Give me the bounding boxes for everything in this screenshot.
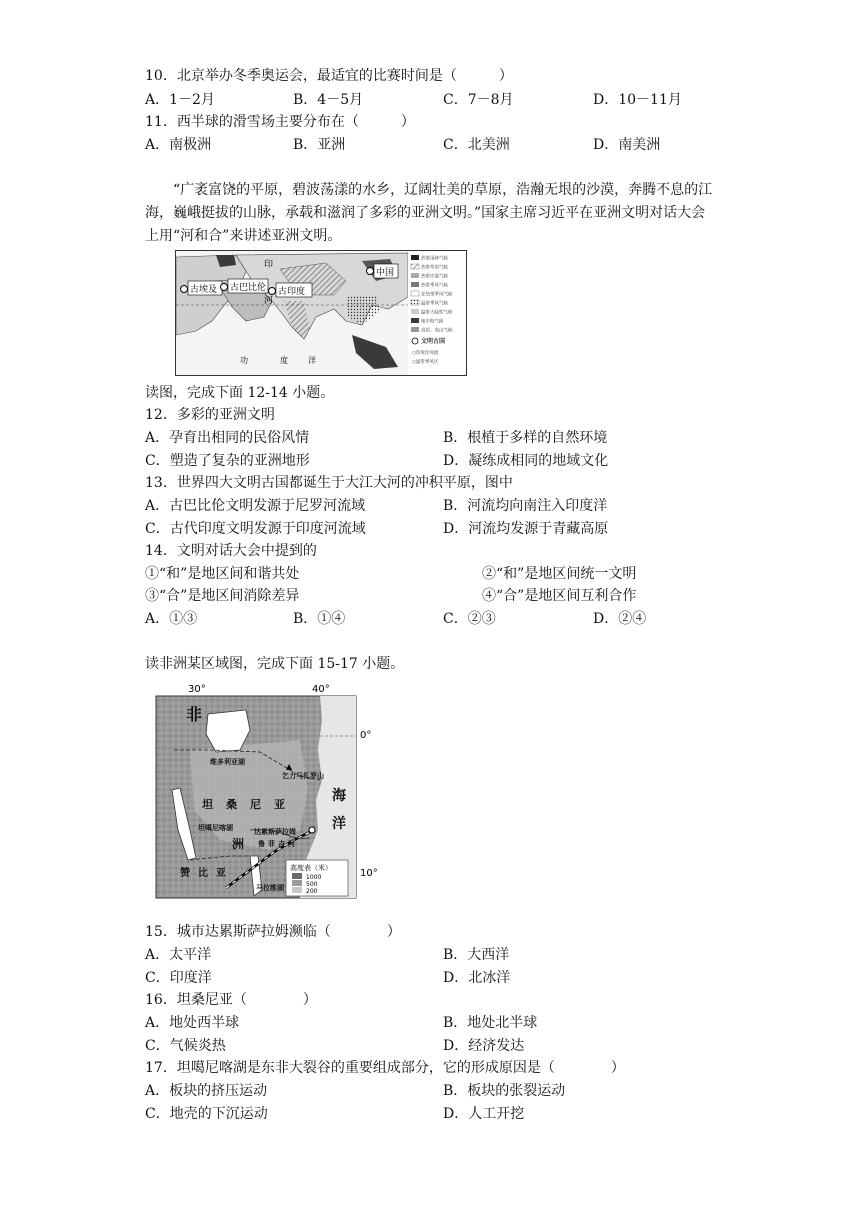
q14-option-a: A．①③ [145, 611, 198, 627]
dar-es-salaam-marker [309, 827, 315, 833]
legend-1: 热带雨林气候 [421, 256, 448, 262]
label-he: 河 [264, 296, 274, 306]
q15-option-c: C．印度洋 [145, 970, 212, 986]
q13-option-d: D．河流均发源于青藏高原 [443, 521, 609, 537]
q10-option-c: C．7－8月 [443, 92, 514, 108]
q11-option-c: C．北美洲 [443, 137, 510, 153]
q14-statement-1: ①“和”是地区间和谐共处 [145, 566, 300, 582]
label-egypt: 古埃及 [190, 285, 218, 295]
label-lake-victoria: 维多利亚湖 [210, 758, 245, 766]
q15-option-a: A．太平洋 [145, 947, 212, 963]
q16-option-b: B．地处北半球 [443, 1015, 538, 1031]
q14-stem: 14．文明对话大会中提到的 [145, 543, 317, 559]
legend-7: 温带大陆性气候 [421, 310, 453, 316]
label-ji: 吉 [278, 840, 285, 848]
q11-option-b: B．亚洲 [293, 137, 346, 153]
q17-option-c: C．地壳的下沉运动 [145, 1106, 268, 1122]
lon-label-30: 30° [188, 684, 206, 695]
asia-map-graphic [176, 251, 466, 375]
q14-option-d: D．②④ [593, 611, 647, 627]
q16-option-d: D．经济发达 [443, 1038, 525, 1054]
q16-option-c: C．气候炎热 [145, 1038, 226, 1054]
label-zhou: 洲 [232, 837, 245, 851]
q17-option-a: A．板块的挤压运动 [145, 1083, 268, 1099]
q12-option-d: D．凝练成相同的地域文化 [443, 453, 609, 469]
legend-12: ○温带季风区 [412, 360, 439, 365]
q13-option-b: B．河流均向南注入印度洋 [443, 498, 608, 514]
elevation-swatch-500 [292, 880, 302, 886]
label-fei: 非 [186, 705, 203, 724]
elevation-200: 200 [306, 888, 318, 895]
q12-option-a: A．孕育出相同的民俗风情 [145, 430, 310, 446]
q10-option-a: A．1－2月 [145, 92, 215, 108]
q12-option-b: B．根植于多样的自然环境 [443, 430, 608, 446]
q14-option-b: B．①④ [293, 611, 346, 627]
label-du: 度 [280, 356, 288, 365]
label-sang: 桑 [226, 798, 237, 811]
label-ni: 尼 [250, 798, 261, 811]
q15-option-d: D．北冰洋 [443, 970, 511, 986]
elevation-1000: 1000 [306, 874, 322, 881]
legend-9: 高原、高山气候 [421, 328, 453, 334]
q15-stem: 15．城市达累斯萨拉姆濒临（ ） [145, 924, 401, 940]
label-china: 中国 [376, 268, 395, 278]
label-kilimanjaro: 乞力马扎罗山 [282, 772, 324, 780]
label-he: 河 [288, 840, 295, 848]
q10-option-b: B．4－5月 [293, 92, 364, 108]
q16-option-a: A．地处西半球 [145, 1015, 240, 1031]
elevation-swatch-200 [292, 887, 302, 893]
label-yang: 洋 [332, 816, 346, 832]
q14-statement-2: ②“和”是地区间统一文明 [482, 566, 637, 582]
label-india: 古印度 [278, 287, 306, 297]
q10-stem: 10．北京举办冬季奥运会，最适宜的比赛时间是（ ） [145, 68, 513, 84]
label-tan: 坦 [202, 798, 213, 811]
civilization-marker-egypt [181, 286, 188, 293]
label-bi: 比 [198, 868, 208, 879]
civilization-marker-india [269, 288, 276, 295]
q15-option-b: B．大西洋 [443, 947, 510, 963]
legend-8: 地中海气候 [421, 319, 444, 325]
passage-text: “广袤富饶的平原，碧波荡漾的水乡，辽阔壮美的草原，浩瀚无垠的沙漠，奔腾不息的江海，巍峨挺拔的山脉，承载和滋润了多彩的亚洲文明。”国家主席习近平在亚洲文明对话大会上用“河和合”来讲述亚洲文明。 [145, 182, 713, 244]
label-yang: 洋 [308, 356, 316, 365]
q17-option-b: B．板块的张裂运动 [443, 1083, 566, 1099]
civilization-marker-china [367, 268, 374, 275]
tanzania-map-graphic [150, 680, 382, 916]
legend-3: 热带沙漠气候 [421, 274, 448, 280]
elevation-500: 500 [306, 881, 318, 888]
legend-4: 热带季风气候 [421, 283, 448, 289]
q14-statement-4: ④“合”是地区间互利合作 [482, 588, 637, 604]
q14-statement-3: ③“合”是地区间消除差异 [145, 588, 300, 604]
label-zan: 赞 [180, 868, 190, 879]
label-lu: 鲁 [258, 840, 265, 848]
elevation-legend-title: 高度表（米） [290, 864, 332, 872]
label-hai: 海 [332, 788, 346, 804]
q16-stem: 16．坦桑尼亚（ ） [145, 992, 317, 1008]
q11-stem: 11．西半球的滑雪场主要分布在（ ） [145, 114, 415, 130]
tanzania-map [150, 680, 382, 916]
lat-label-0: 0° [360, 730, 372, 741]
legend-11: ○印度洋河流 [412, 351, 439, 356]
label-babylon: 古巴比伦 [230, 283, 267, 293]
label-ya: 亚 [274, 798, 285, 811]
q13-option-c: C．古代印度文明发源于印度河流域 [145, 521, 366, 537]
q17-option-d: D．人工开挖 [443, 1106, 525, 1122]
q11-option-a: A．南极洲 [145, 137, 212, 153]
civilization-marker-babylon [221, 284, 228, 291]
elevation-swatch-1000 [292, 873, 302, 879]
label-lake-tanganyika: 坦噶尼喀湖 [198, 824, 233, 832]
q10-option-d: D．10－11月 [593, 92, 682, 108]
q12-stem: 12．多彩的亚洲文明 [145, 407, 275, 423]
lon-label-40: 40° [312, 684, 330, 695]
q13-option-a: A．古巴比伦文明发源于尼罗河流域 [145, 498, 366, 514]
q13-stem: 13．世界四大文明古国都诞生于大江大河的冲积平原，图中 [145, 475, 513, 491]
read-instruction-1: 读图，完成下面 12-14 小题。 [145, 385, 335, 401]
legend-5: 亚热带季风气候 [421, 292, 453, 298]
q12-option-c: C．塑造了复杂的亚洲地形 [145, 453, 310, 469]
label-gong: 功 [240, 356, 248, 365]
label-yin: 印 [264, 260, 274, 270]
q11-option-d: D．南美洲 [593, 137, 661, 153]
asia-civilization-map [175, 250, 467, 376]
legend-2: 热带草原气候 [421, 265, 448, 271]
q17-stem: 17．坦噶尼喀湖是东非大裂谷的重要组成部分，它的形成原因是（ ） [145, 1060, 625, 1076]
lat-label-10: 10° [360, 868, 378, 879]
legend-10: 文明古国 [421, 338, 446, 345]
label-dar-es-salaam: 达累斯萨拉姆 [254, 828, 296, 836]
label-ya2: 亚 [216, 868, 226, 879]
q14-option-c: C．②③ [443, 611, 496, 627]
legend-6: 温带季风气候 [421, 301, 448, 307]
read-instruction-2: 读非洲某区域图，完成下面 15-17 小题。 [145, 656, 405, 672]
label-lake-malawi: 马拉维湖 [256, 884, 284, 892]
label-fei2: 菲 [268, 840, 275, 848]
